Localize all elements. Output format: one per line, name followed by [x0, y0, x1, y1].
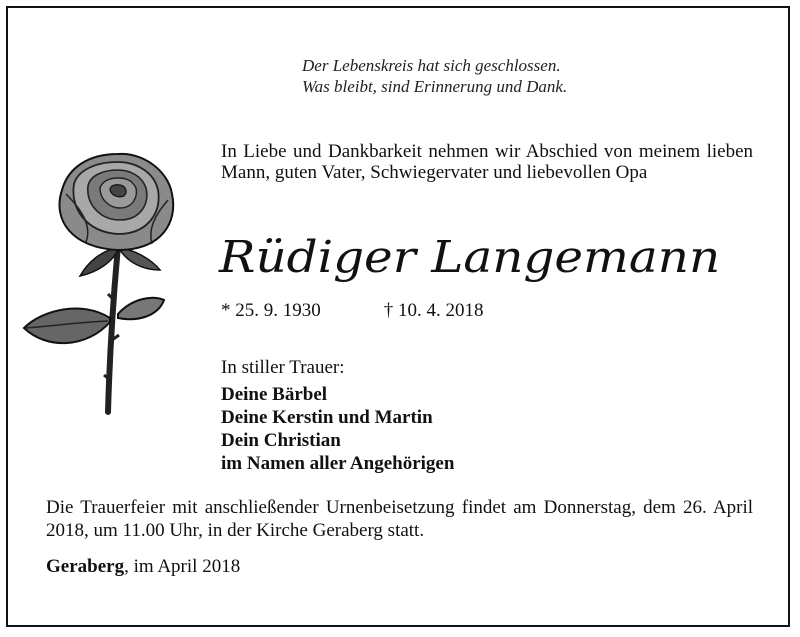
place: Geraberg	[46, 556, 125, 577]
mourner-name: Deine Bärbel	[221, 384, 328, 405]
closing-date: , im April 2018	[124, 556, 241, 577]
motto-line-2: Was bleibt, sind Erinnerung und Dank.	[302, 77, 568, 96]
motto	[302, 55, 567, 97]
place-and-date	[46, 556, 240, 578]
rose-icon	[22, 150, 202, 420]
intro-text: In Liebe und Dankbarkeit nehmen wir Abschied von meinem lieben Mann, guten Vater, Schwiegervater und liebevollen Opa	[221, 141, 753, 183]
mourner-name: im Namen aller Angehörigen	[221, 453, 455, 474]
birth-date: * 25. 9. 1930	[221, 300, 321, 321]
funeral-notice: Die Trauerfeier mit anschließender Urnenbeisetzung findet am Donnerstag, dem 26. April 2018, um 11.00 Uhr, in der Kirche Geraberg statt.	[46, 497, 753, 541]
death-date: † 10. 4. 2018	[383, 300, 484, 321]
life-dates	[221, 300, 484, 322]
mourners-list	[221, 383, 454, 475]
motto-line-1: Der Lebenskreis hat sich geschlossen.	[302, 56, 561, 75]
deceased-name: Rüdiger Langemann	[219, 232, 721, 283]
mourner-name: Deine Kerstin und Martin	[221, 407, 433, 428]
mourning-label: In stiller Trauer:	[221, 357, 345, 378]
mourner-name: Dein Christian	[221, 430, 341, 451]
